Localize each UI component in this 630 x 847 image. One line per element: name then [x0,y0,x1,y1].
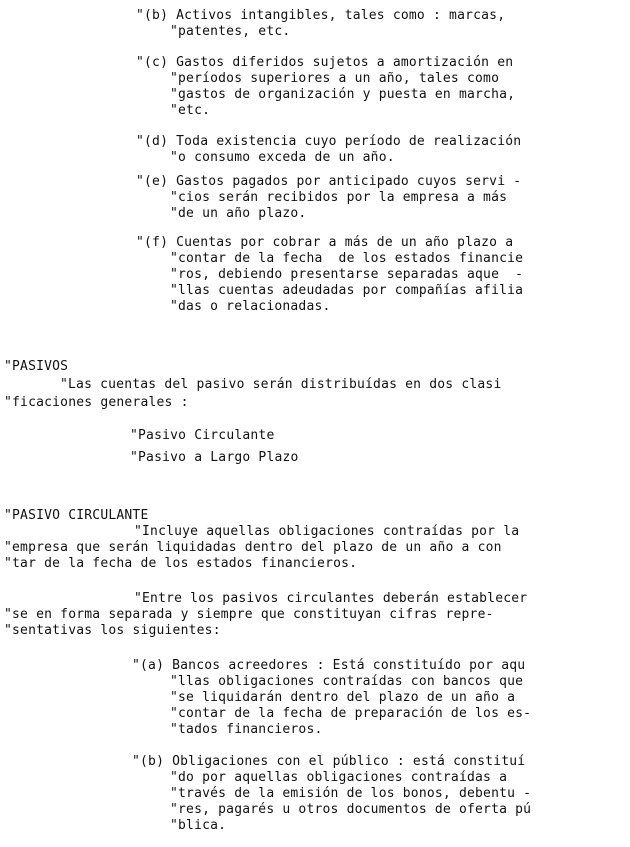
text-line: "llas obligaciones contraídas con bancos que [170,674,524,689]
text-line: "contar de la fecha de preparación de los es- [170,706,532,721]
text-line: "etc. [170,103,211,118]
text-line: "sentativas los siguientes: [4,623,221,638]
text-line: "Incluye aquellas obligaciones contraídas por la [134,524,520,539]
text-line: "Entre los pasivos circulantes deberán establecer [134,591,528,606]
text-line: "(d) Toda existencia cuyo período de realización [136,134,522,149]
text-line: "(a) Bancos acreedores : Está constituído por aqu [132,658,526,673]
circulante-heading: "PASIVO CIRCULANTE [4,508,149,523]
text-line: "do por aquellas obligaciones contraídas a [170,770,508,785]
text-line: "cios serán recibidos por la empresa a más [170,190,508,205]
classification-item: "Pasivo a Largo Plazo [130,450,299,465]
pasivos-heading: "PASIVOS [4,359,69,374]
text-line: "llas cuentas adeudadas por compañías afilia [170,283,524,298]
text-line: "ficaciones generales : [4,395,189,410]
text-line: "(c) Gastos diferidos sujetos a amortización en [136,55,514,70]
text-line: "res, pagarés u otros documentos de oferta pú [170,802,532,817]
text-line: "o consumo exceda de un año. [170,150,395,165]
text-line: "Las cuentas del pasivo serán distribuídas en dos clasi [60,377,502,392]
text-line: "gastos de organización y puesta en marcha, [170,87,516,102]
text-line: "tados financieros. [170,722,323,737]
text-line: "(b) Activos intangibles, tales como : marcas, [136,8,506,23]
text-line: "se en forma separada y siempre que constituyan cifras repre- [4,607,494,622]
text-line: "das o relacionadas. [170,299,331,314]
text-line: "blica. [170,818,227,833]
text-line: "de un año plazo. [170,206,307,221]
text-line: "través de la emisión de los bonos, debentu - [170,786,532,801]
text-line: "ros, debiendo presentarse separadas aque - [170,267,524,282]
text-line: "se liquidarán dentro del plazo de un año a [170,690,516,705]
text-line: "empresa que serán liquidadas dentro del plazo de un año a con [4,540,502,555]
text-line: "(f) Cuentas por cobrar a más de un año plazo a [136,235,514,250]
text-line: "(b) Obligaciones con el público : está constituí [132,754,526,769]
text-line: "períodos superiores a un año, tales como [170,71,500,86]
text-line: "contar de la fecha de los estados financie [170,251,524,266]
text-line: "patentes, etc. [170,24,291,39]
text-line: "tar de la fecha de los estados financieros. [4,556,358,571]
text-line: "(e) Gastos pagados por anticipado cuyos servi - [136,174,522,189]
classification-item: "Pasivo Circulante [130,428,275,443]
